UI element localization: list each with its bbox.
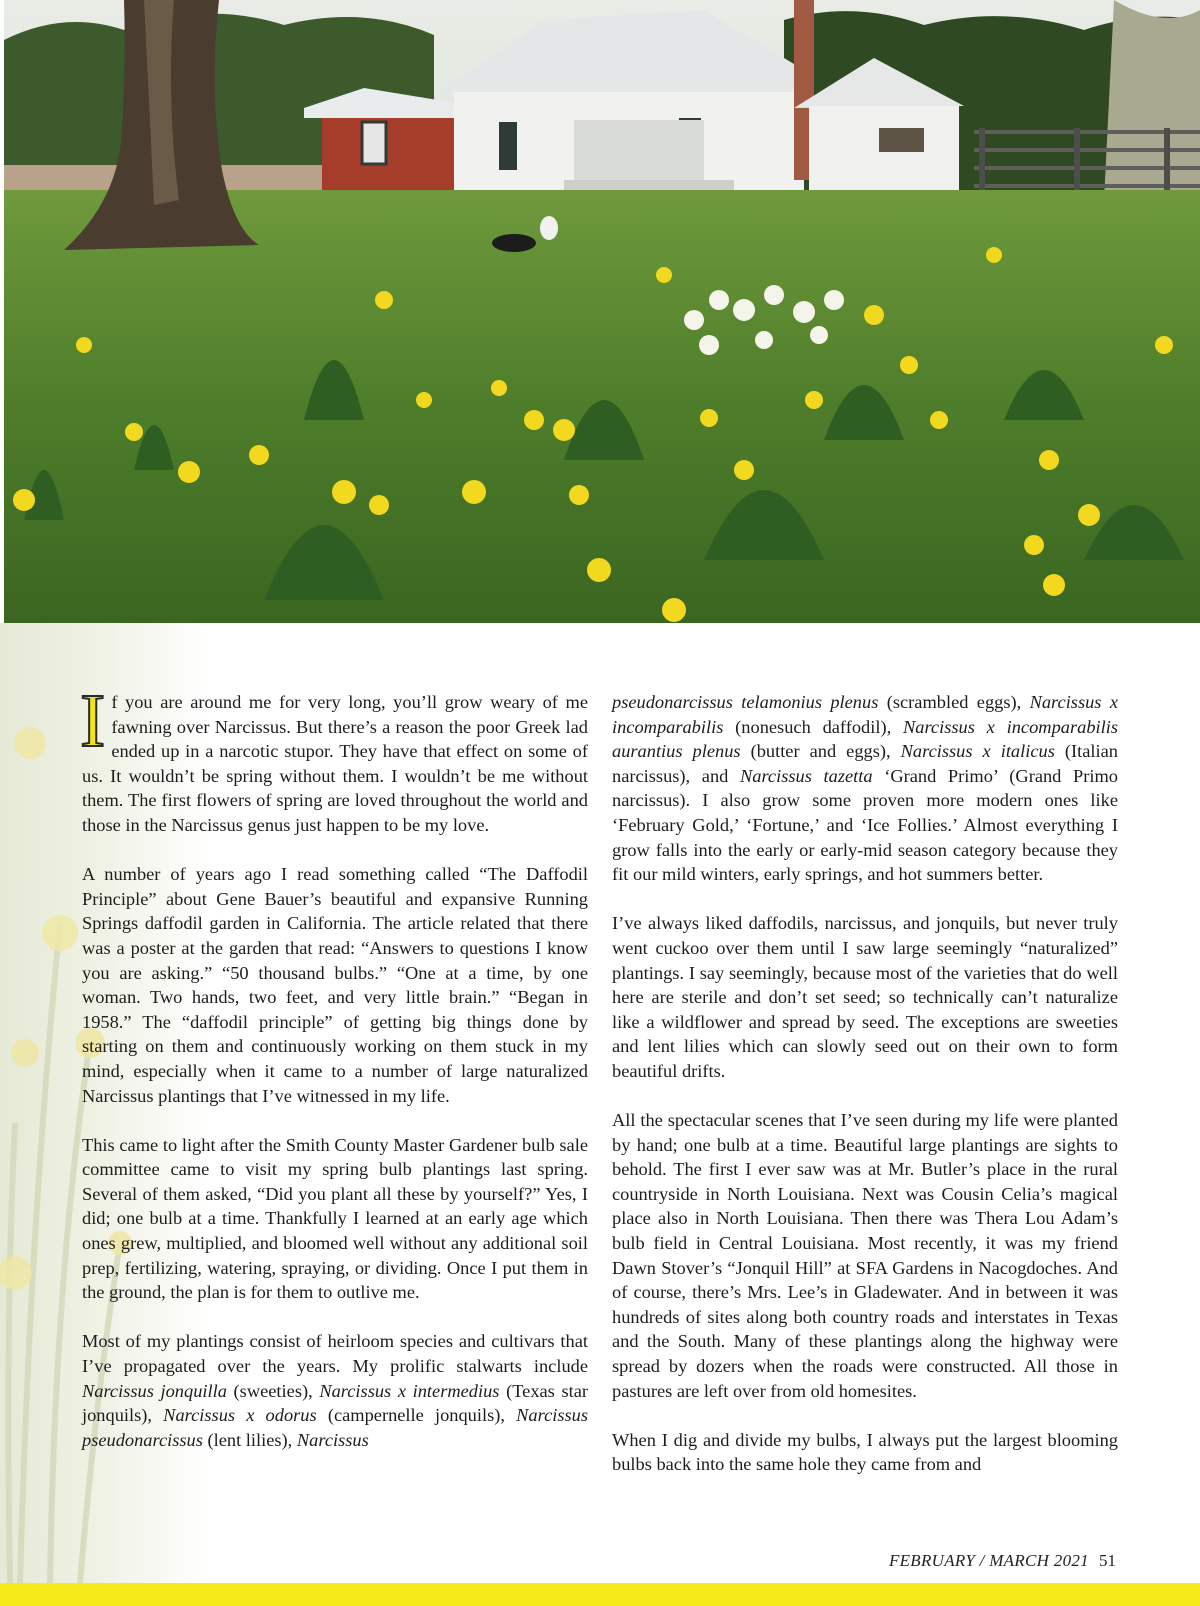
hero-photo [4, 0, 1200, 623]
paragraph-text: (nonesuch daffodil), [723, 716, 903, 737]
article-paragraph-8: When I dig and divide my bulbs, I always put the largest blooming bulbs back into the same hole they came from and [612, 1429, 1118, 1475]
article-paragraph-7: All the spectacular scenes that I’ve seen during my life were planted by hand; one bulb at a time. Beautiful large plantings are sights to behold. The first I ever saw was at Mr. Butler’s place in the rural countryside in North Louisiana. Next was Cousin Celia’s magical place also in North Louisiana. Then there was Thera Lou Adam’s bulb field in Central Louisiana. Most recently, it was my friend Dawn Stover’s “Jonquil Hill” at SFA Gardens in Nacogdoches. And of course, there’s Mrs. Lee’s in Gladewater. And in between it was hundreds of sites along both country roads and interstates in Texas and the South. Many of these plantings along the highway were spread by dozers when the roads were constructed. All those in pastures are left over from old homesites. [612, 1110, 1118, 1401]
drop-cap-letter: I [80, 679, 106, 763]
paragraph-text: f you are around me for very long, you’ll grow weary of me fawning over Narcissus. But there’s a reason the poor Greek lad ended up in a narcotic stupor. They have that effect on some of us. It wouldn’t be spring without them. I wouldn’t be me without them. The first flowers of spring are loved throughout the world and those in the Narcissus genus just happen to be my love. [82, 692, 588, 835]
article-paragraph-2: A number of years ago I read something called “The Daffodil Principle” about Gene Bauer’s beautiful and expansive Running Springs daffodil garden in California. The article related that there was a poster at the garden that read: “Answers to questions I know you are asking.” “50 thousand bulbs.” “One at a time, by one woman. Two hands, two feet, and very little brain.” “Began in 1958.” The “daffodil principle” of getting big things done by starting on them and continuously working on them stuck in my mind, especially when it came to a number of large naturalized Narcissus plantings that I’ve witnessed in my life. [82, 864, 588, 1106]
farmhouse-daffodil-field-photo [4, 0, 1200, 623]
species-name: Narcissus x italicus [900, 741, 1055, 762]
article-left-column [80, 679, 589, 1477]
article-right-column [612, 690, 1118, 1502]
issue-date: FEBRUARY / MARCH 2021 [888, 1551, 1089, 1570]
page-footer [889, 1551, 1116, 1571]
paragraph-text: (Italian narcissus), and [612, 741, 1118, 786]
species-name: Narcissus jonquilla [82, 1380, 227, 1401]
species-name: Narcissus x incomparabilis aurantius plenus [612, 716, 1118, 762]
article-paragraph-4 [82, 1329, 588, 1452]
article-paragraph-3: This came to light after the Smith County Master Gardener bulb sale committee came to visit my spring bulb plantings last spring. Several of them asked, “Did you plant all these by yourself?” Yes, I did; one bulb at a time. Thankfully I learned at an early age which ones grew, multiplied, and bloomed well without any additional soil prep, fertilizing, watering, spraying, or dividing. Once I put them in the ground, the plan is for them to outlive me. [82, 1134, 588, 1303]
article-paragraph-5 [612, 690, 1118, 887]
species-name: Narcissus x odorus [163, 1405, 317, 1426]
species-name: Narcissus tazetta [740, 765, 873, 786]
paragraph-text: (sweeties), [226, 1380, 320, 1401]
species-name: pseudonarcissus telamonius plenus [612, 692, 879, 712]
footer-accent-bar [0, 1583, 1200, 1606]
paragraph-text: (Texas star jonquils), [82, 1380, 589, 1426]
species-name: Narcissus x incomparabilis [612, 692, 1118, 737]
paragraph-text: (butter and eggs), [740, 741, 901, 762]
paragraph-text: (scrambled eggs), [878, 692, 1030, 712]
paragraph-text: Most of my plantings consist of heirloom species and cultivars that I’ve propagated over the years. My prolific stalwarts include [82, 1331, 588, 1377]
species-name: Narcissus pseudonarcissus [82, 1405, 589, 1450]
page-number: 51 [1099, 1551, 1116, 1570]
article-paragraph-1 [80, 679, 588, 838]
paragraph-text: (lent lilies), [202, 1429, 297, 1450]
paragraph-text: (campernelle jonquils), [316, 1405, 517, 1426]
species-name: Narcissus [296, 1429, 369, 1450]
paragraph-text: ‘Grand Primo’ (Grand Primo narcissus). I also grow some proven more modern ones like ‘February Gold,’ ‘Fortune,’ and ‘Ice Follies.’ Almost everything I grow falls into the early or early-mid season category because they fit our mild winters, early springs, and hot summers better. [612, 765, 1118, 885]
article-paragraph-6: I’ve always liked daffodils, narcissus, and jonquils, but never truly went cuckoo over them until I saw large seemingly “naturalized” plantings. I say seemingly, because most of the varieties that do well here are sterile and don’t set seed; so technically can’t naturalize like a wildflower and spread by seed. The exceptions are sweeties and lent lilies which can slowly seed out on their own to form beautiful drifts. [612, 913, 1118, 1081]
species-name: Narcissus x intermedius [319, 1380, 500, 1401]
